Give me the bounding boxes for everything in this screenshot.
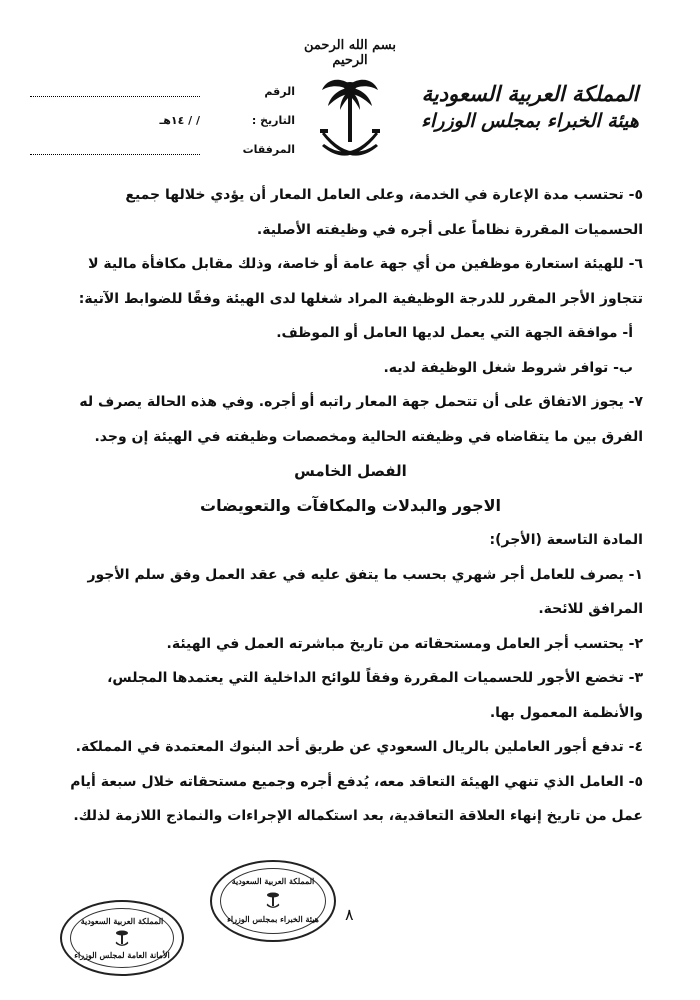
stamp-right-line1: المملكة العربية السعودية (231, 876, 315, 886)
article-item-5-line1: ٥- العامل الذي تنهي الهيئة التعاقد معه، يُدفع أجره وجميع مستحقاته خلال سبعة أيام (70, 773, 643, 790)
clause-6a: أ- موافقة الجهة التي يعمل لديها العامل أو الموظف. (276, 325, 633, 341)
clause-7-line2: الفرق بين ما يتقاضاه في وظيفته الحالية ومخصصات وظيفته في الهيئة إن وجد. (94, 428, 643, 445)
seal-stamp-right (210, 860, 336, 942)
stamp-emblem-icon (115, 930, 129, 948)
clause-6-line1: ٦- للهيئة استعارة موظفين من أي جهة عامة أو خاصة، وذلك مقابل مكافأة مالية لا (88, 256, 643, 272)
stamp-left-line1: المملكة العربية السعودية (80, 916, 164, 926)
seal-stamp-left (60, 900, 184, 976)
chapter-title: الاجور والبدلات والمكافآت والتعويضات (199, 495, 501, 515)
basmala: بسم الله الرحمن الرحيم (304, 38, 396, 68)
page-number: ٨ (345, 905, 354, 924)
date-value: / / ١٤هـ (159, 114, 200, 127)
article-item-4: ٤- تدفع أجور العاملين بالريال السعودي عن طريق أحد البنوك المعتمدة في المملكة. (75, 739, 643, 755)
attachments-line (30, 154, 200, 155)
stamp-emblem-icon (266, 892, 280, 910)
article-item-3-line2: والأنظمة المعمول بها. (489, 704, 643, 721)
clause-7-line1: ٧- يجوز الاتفاق على أن تتحمل جهة المعار راتبه أو أجره. وفي هذه الحالة يصرف له (79, 394, 643, 410)
ref-line (30, 96, 200, 97)
document-body (58, 178, 643, 834)
article-item-2: ٢- يحتسب أجر العامل ومستحقاته من تاريخ مباشرته العمل في الهيئة. (166, 635, 643, 652)
stamp-right-line2: هيئة الخبراء بمجلس الوزراء (227, 914, 319, 924)
attachments-label: المرفقات (242, 143, 295, 156)
article-item-5-line2: عمل من تاريخ إنهاء العلاقة التعاقدية، بعد استكماله الإجراءات والنماذج اللازمة لذلك. (73, 808, 643, 824)
article-item-1-line1: ١- يصرف للعامل أجر شهري بحسب ما يتفق عليه في عقد العمل وفق سلم الأجور (87, 566, 643, 583)
organization-header (400, 80, 660, 134)
stamp-left-line2: الأمانة العامة لمجلس الوزراء (74, 950, 170, 960)
article-item-1-line2: المرافق للائحة. (538, 601, 643, 617)
article-heading: المادة التاسعة (الأجر): (489, 532, 643, 548)
clause-5-line2: الحسميات المقررة نظاماً على أجره في وظيفته الأصلية. (256, 221, 643, 238)
org-name: هيئة الخبراء بمجلس الوزراء (421, 110, 639, 132)
article-item-3-line1: ٣- تخضع الأجور للحسميات المقررة وفقاً للوائح الداخلية التي يعتمدها المجلس، (107, 670, 643, 686)
clause-5-line1: ٥- تحتسب مدة الإعارة في الخدمة، وعلى العامل المعار أن يؤدي خلالها جميع (125, 187, 643, 203)
reference-block (159, 84, 295, 171)
org-country: المملكة العربية السعودية (421, 81, 639, 106)
clause-6-line2: تتجاوز الأجر المقرر للدرجة الوظيفية المراد شغلها لدى الهيئة وفقًا للضوابط الآتية: (78, 290, 643, 307)
clause-6b: ب- توافر شروط شغل الوظيفة لديه. (383, 359, 633, 376)
ref-label: الرقم (264, 85, 295, 98)
chapter-heading: الفصل الخامس (294, 462, 407, 480)
saudi-emblem-icon (318, 72, 382, 172)
date-label: التاريخ : (251, 114, 295, 127)
